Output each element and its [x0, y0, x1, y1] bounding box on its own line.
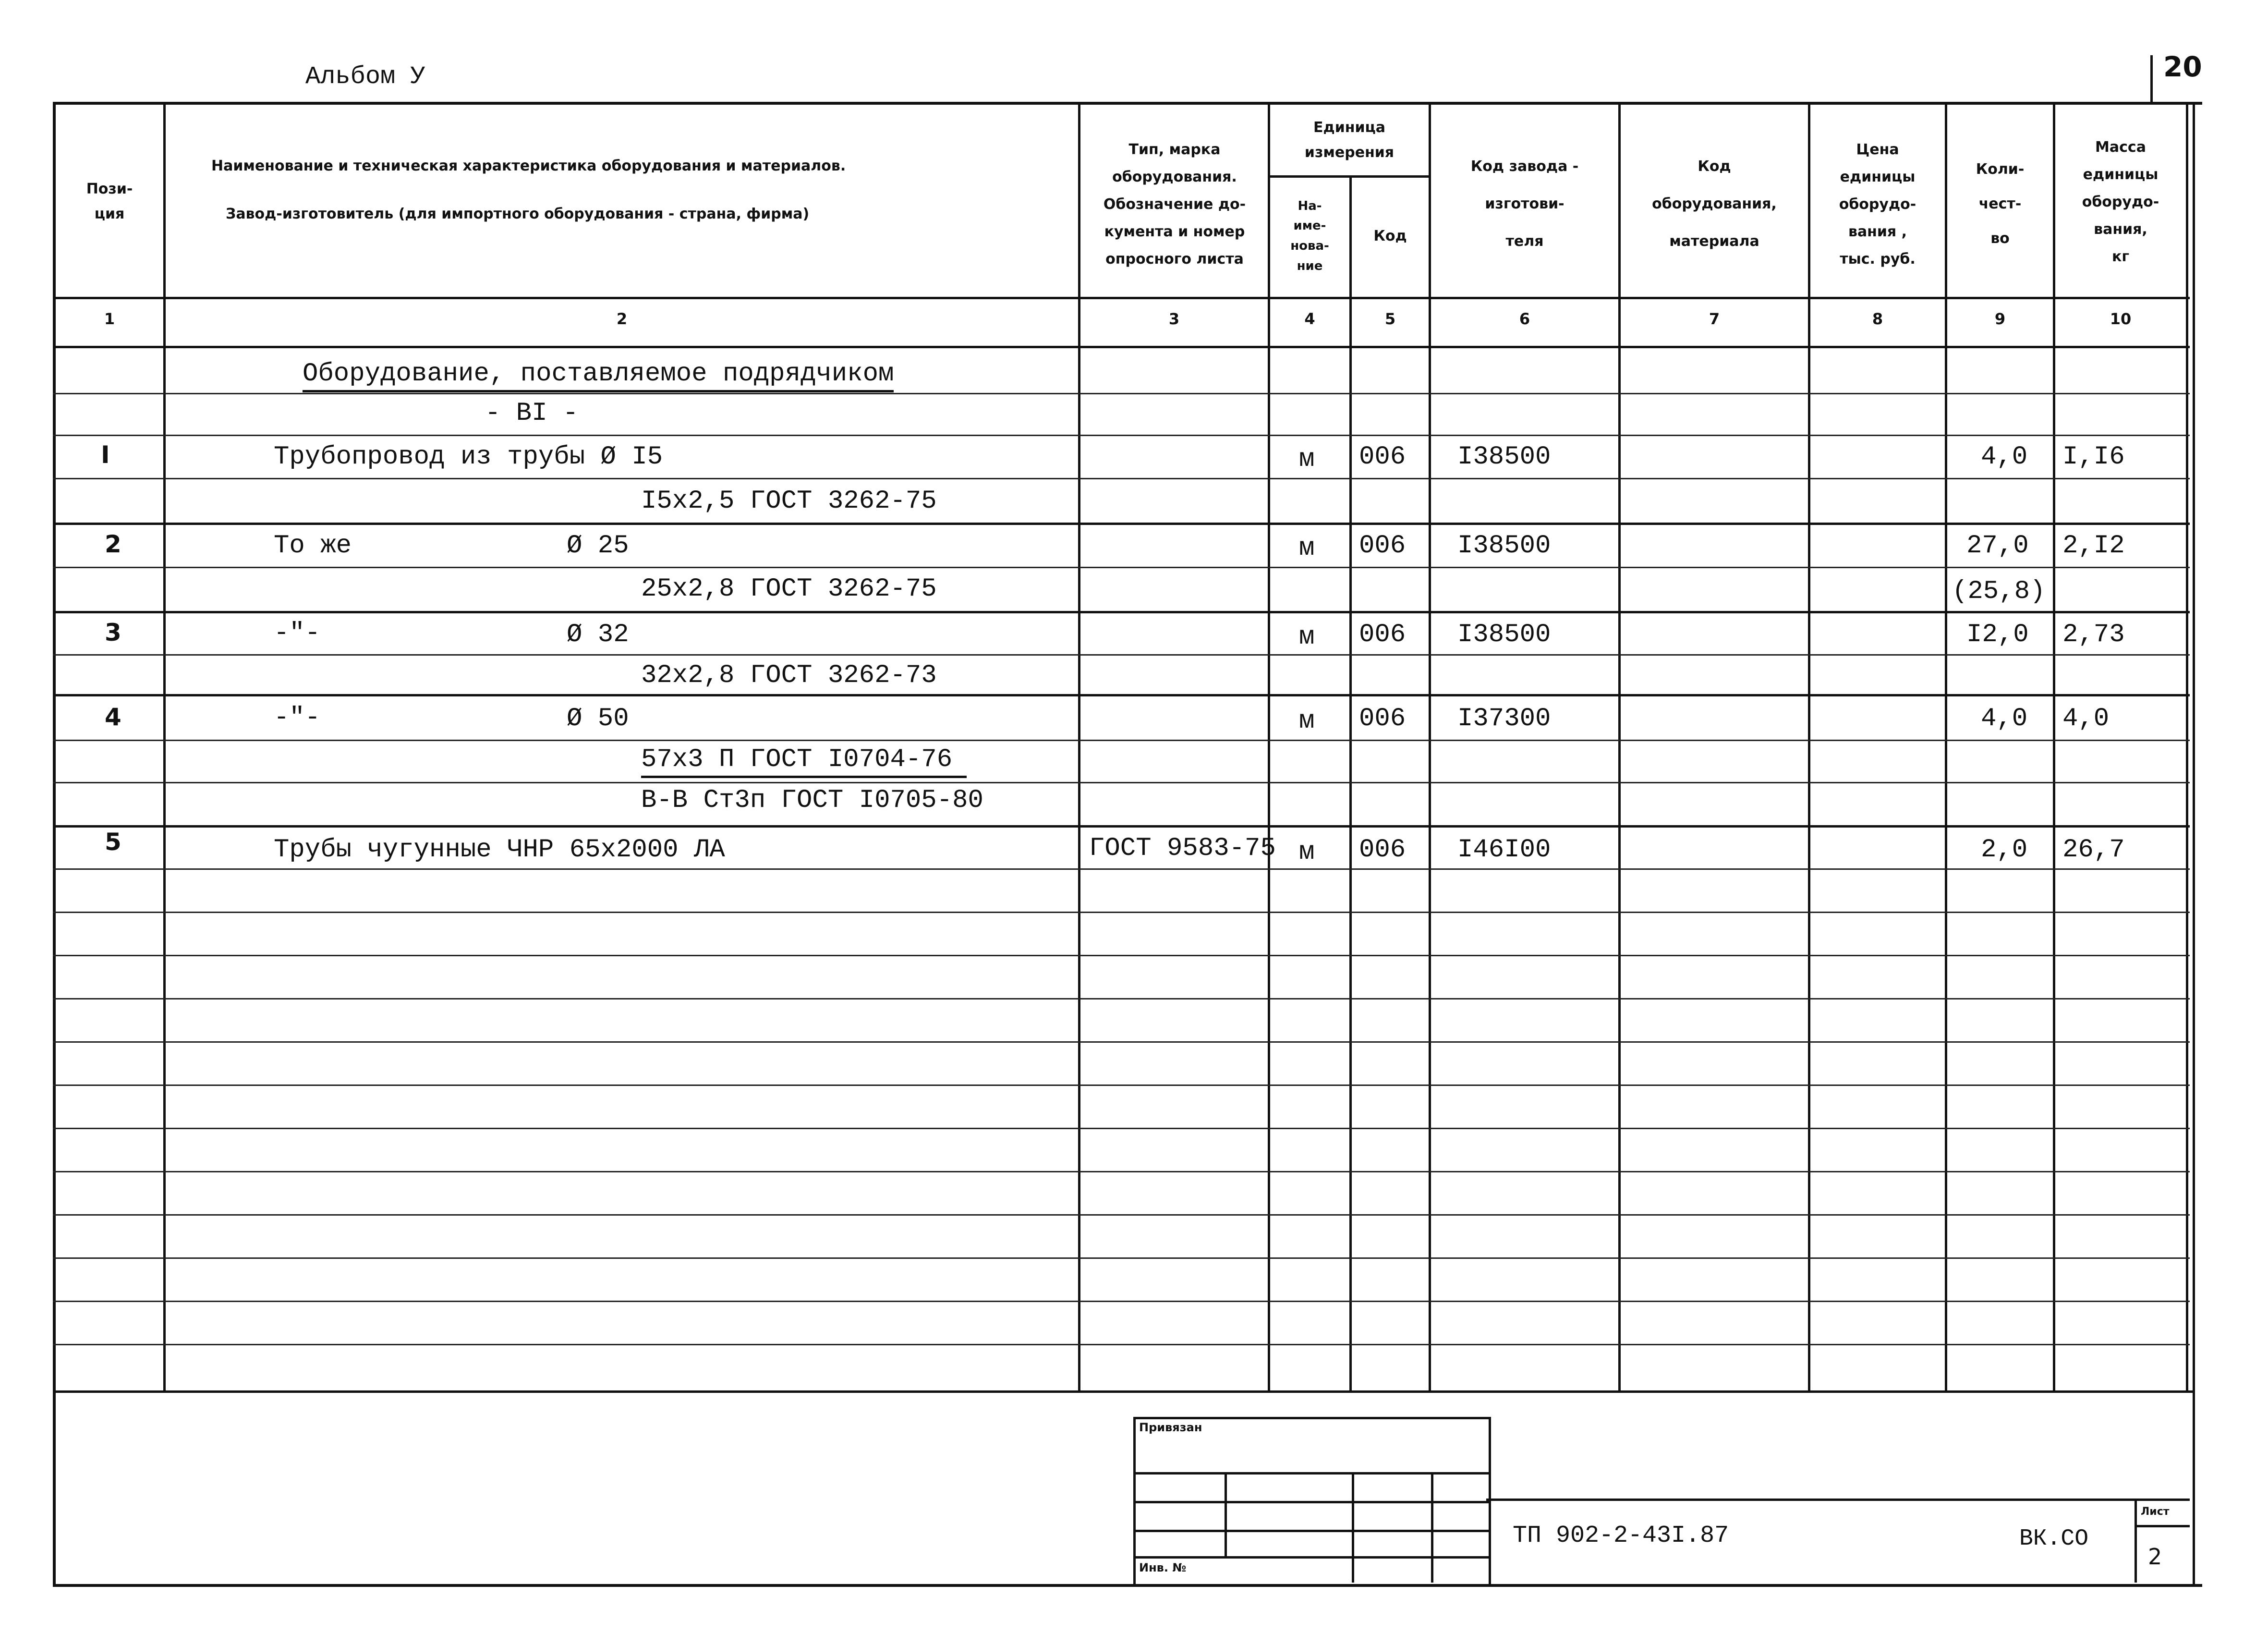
col-factory-code-header: Код завода - изготови- теля [1470, 158, 1579, 250]
row-line [53, 654, 2190, 656]
col-quantity-header: Коли- чест- во [1976, 161, 2025, 247]
col-line-5 [1429, 102, 1431, 1393]
col-unit-name-header: На- име- нова- ние [1290, 198, 1329, 273]
row-line [53, 1214, 2190, 1216]
row-name-spec: 57х3 П ГОСТ I0704-76 [641, 747, 967, 778]
column-number: 9 [1994, 310, 2006, 328]
row-line [53, 478, 2190, 479]
column-number: 3 [1168, 310, 1180, 328]
row-name-spec: 25х2,8 ГОСТ 3262-75 [641, 574, 937, 604]
row-quantity: 27,0 [1966, 531, 2029, 561]
col-line-7 [1808, 102, 1810, 1393]
row-line [53, 611, 2190, 613]
approval-col-line [1431, 1472, 1433, 1583]
row-name: Трубопровод из трубы Ø I5 [274, 442, 663, 472]
title-block-top [1486, 1499, 2190, 1501]
row-mass: 2,I2 [2062, 531, 2125, 561]
row-diameter: Ø 25 [567, 531, 629, 561]
row-line [53, 1128, 2190, 1129]
row-line [53, 567, 2190, 568]
header-bottom-line [53, 297, 2190, 299]
approval-col-line [1225, 1472, 1227, 1556]
row-factory-code: I38500 [1457, 531, 1551, 561]
row-name: Трубы чугунные ЧНР 65х2000 ЛА [274, 835, 725, 865]
row-factory-code: I38500 [1457, 620, 1551, 649]
column-number: 10 [2110, 310, 2132, 328]
row-unit-code: 006 [1359, 835, 1406, 865]
col-line-2 [1078, 102, 1080, 1393]
row-line [53, 825, 2190, 828]
approval-line [1133, 1530, 1489, 1532]
section-subtitle: - ВI - [485, 399, 579, 428]
row-unit: м [1299, 707, 1315, 736]
row-mass: 26,7 [2062, 835, 2125, 865]
row-line [53, 1257, 2190, 1259]
row-quantity-alt: (25,8) [1952, 577, 2046, 606]
row-unit-code: 006 [1359, 704, 1406, 733]
row-mass: I,I6 [2062, 442, 2125, 472]
row-unit: м [1299, 622, 1315, 652]
row-unit: м [1299, 445, 1315, 474]
row-mass: 2,73 [2062, 620, 2125, 649]
row-line [53, 1084, 2190, 1086]
row-position: 4 [105, 703, 121, 731]
col-line-6 [1618, 102, 1621, 1393]
section-title: Оборудование, поставляемое подрядчиком [303, 361, 894, 392]
document-code: ТП 902-2-43I.87 [1513, 1522, 1729, 1549]
attached-label: Привязан [1139, 1421, 1202, 1434]
unit-group-divider [1268, 175, 1431, 178]
row-name-spec: 32х2,8 ГОСТ 3262-73 [641, 661, 937, 690]
row-factory-code: I38500 [1457, 442, 1551, 472]
row-unit-code: 006 [1359, 442, 1406, 472]
row-quantity: 4,0 [1981, 704, 2028, 733]
row-line [53, 868, 2190, 870]
row-line [53, 912, 2190, 913]
approval-line [1133, 1472, 1489, 1474]
row-unit: м [1299, 534, 1315, 563]
inventory-label: Инв. № [1139, 1561, 1187, 1574]
column-number: 5 [1384, 310, 1396, 328]
approval-line [1133, 1556, 1489, 1559]
approval-line [1133, 1501, 1489, 1503]
col-line-3 [1268, 102, 1270, 1393]
col-equipment-code-header: Код оборудования, материала [1652, 158, 1777, 250]
sheet-number: 20 [2163, 50, 2202, 83]
row-factory-code: I46I00 [1457, 835, 1551, 865]
row-line [53, 740, 2190, 741]
row-line [53, 1301, 2190, 1302]
album-label: Альбом У [305, 62, 425, 91]
col-name-header-line1: Наименование и техническая характеристика оборудования и материалов. [211, 158, 846, 174]
row-position: I [101, 441, 110, 469]
column-number: 1 [104, 310, 115, 328]
col-unit-code-header: Код [1373, 227, 1407, 244]
table-bottom-line [53, 1390, 2195, 1393]
row-position: 2 [105, 530, 121, 558]
row-line [53, 393, 2190, 394]
column-number: 7 [1709, 310, 1720, 328]
row-position: 5 [105, 828, 121, 856]
row-unit: м [1299, 838, 1315, 867]
col-line-4 [1349, 175, 1352, 1393]
row-position: 3 [105, 619, 121, 646]
col-line-8 [1945, 102, 1947, 1393]
row-name: То же [274, 531, 352, 561]
row-line [53, 1171, 2190, 1172]
row-line [53, 523, 2190, 525]
row-name: -"- [274, 619, 321, 648]
col-type-header: Тип, марка оборудования. Обозначение до- кумента и номер опросного листа [1103, 141, 1246, 268]
column-number-line [53, 346, 2190, 348]
column-number: 8 [1872, 310, 1883, 328]
column-number: 4 [1304, 310, 1315, 328]
sheet-box-left [2135, 1499, 2137, 1583]
document-mark: ВК.СО [2019, 1526, 2089, 1552]
row-factory-code: I37300 [1457, 704, 1551, 733]
col-price-header: Цена единицы оборудо- вания , тыс. руб. [1839, 141, 1916, 268]
row-name-spec-2: В-В Ст3п ГОСТ I0705-80 [641, 786, 983, 815]
row-quantity: I2,0 [1966, 620, 2029, 649]
row-line [53, 1041, 2190, 1043]
row-mass: 4,0 [2062, 704, 2110, 733]
row-line [53, 1344, 2190, 1345]
frame-right-edge [2193, 102, 2195, 1586]
sheet-label: Лист [2141, 1506, 2170, 1518]
row-quantity: 2,0 [1981, 835, 2028, 865]
col-mass-header: Масса единицы оборудо- вания, кг [2082, 138, 2159, 265]
row-line [53, 782, 2190, 783]
row-diameter: Ø 50 [567, 704, 629, 733]
col-line-1 [163, 102, 166, 1393]
row-line [53, 955, 2190, 956]
row-unit-code: 006 [1359, 531, 1406, 561]
row-diameter: Ø 32 [567, 620, 629, 649]
column-number: 6 [1519, 310, 1530, 328]
col-unit-group-header: Единица измерения [1304, 119, 1395, 161]
row-name: -"- [274, 703, 321, 732]
sheet-number-divider [2150, 55, 2153, 103]
row-name-spec: I5х2,5 ГОСТ 3262-75 [641, 487, 937, 516]
col-position-header: Пози- ция [86, 180, 133, 222]
column-number: 2 [616, 310, 628, 328]
col-line-10 [2186, 102, 2188, 1393]
row-line [53, 998, 2190, 999]
row-document: ГОСТ 9583-75 [1089, 834, 1276, 863]
approval-col-line [1352, 1472, 1354, 1583]
col-line-9 [2053, 102, 2055, 1393]
sheet-value: 2 [2148, 1544, 2162, 1570]
row-unit-code: 006 [1359, 620, 1406, 649]
row-quantity: 4,0 [1981, 442, 2028, 472]
sheet-box-divider [2135, 1525, 2190, 1527]
row-line [53, 435, 2190, 436]
col-name-header-line2: Завод-изготовитель (для импортного оборудования - страна, фирма) [226, 206, 810, 222]
row-line [53, 694, 2190, 696]
